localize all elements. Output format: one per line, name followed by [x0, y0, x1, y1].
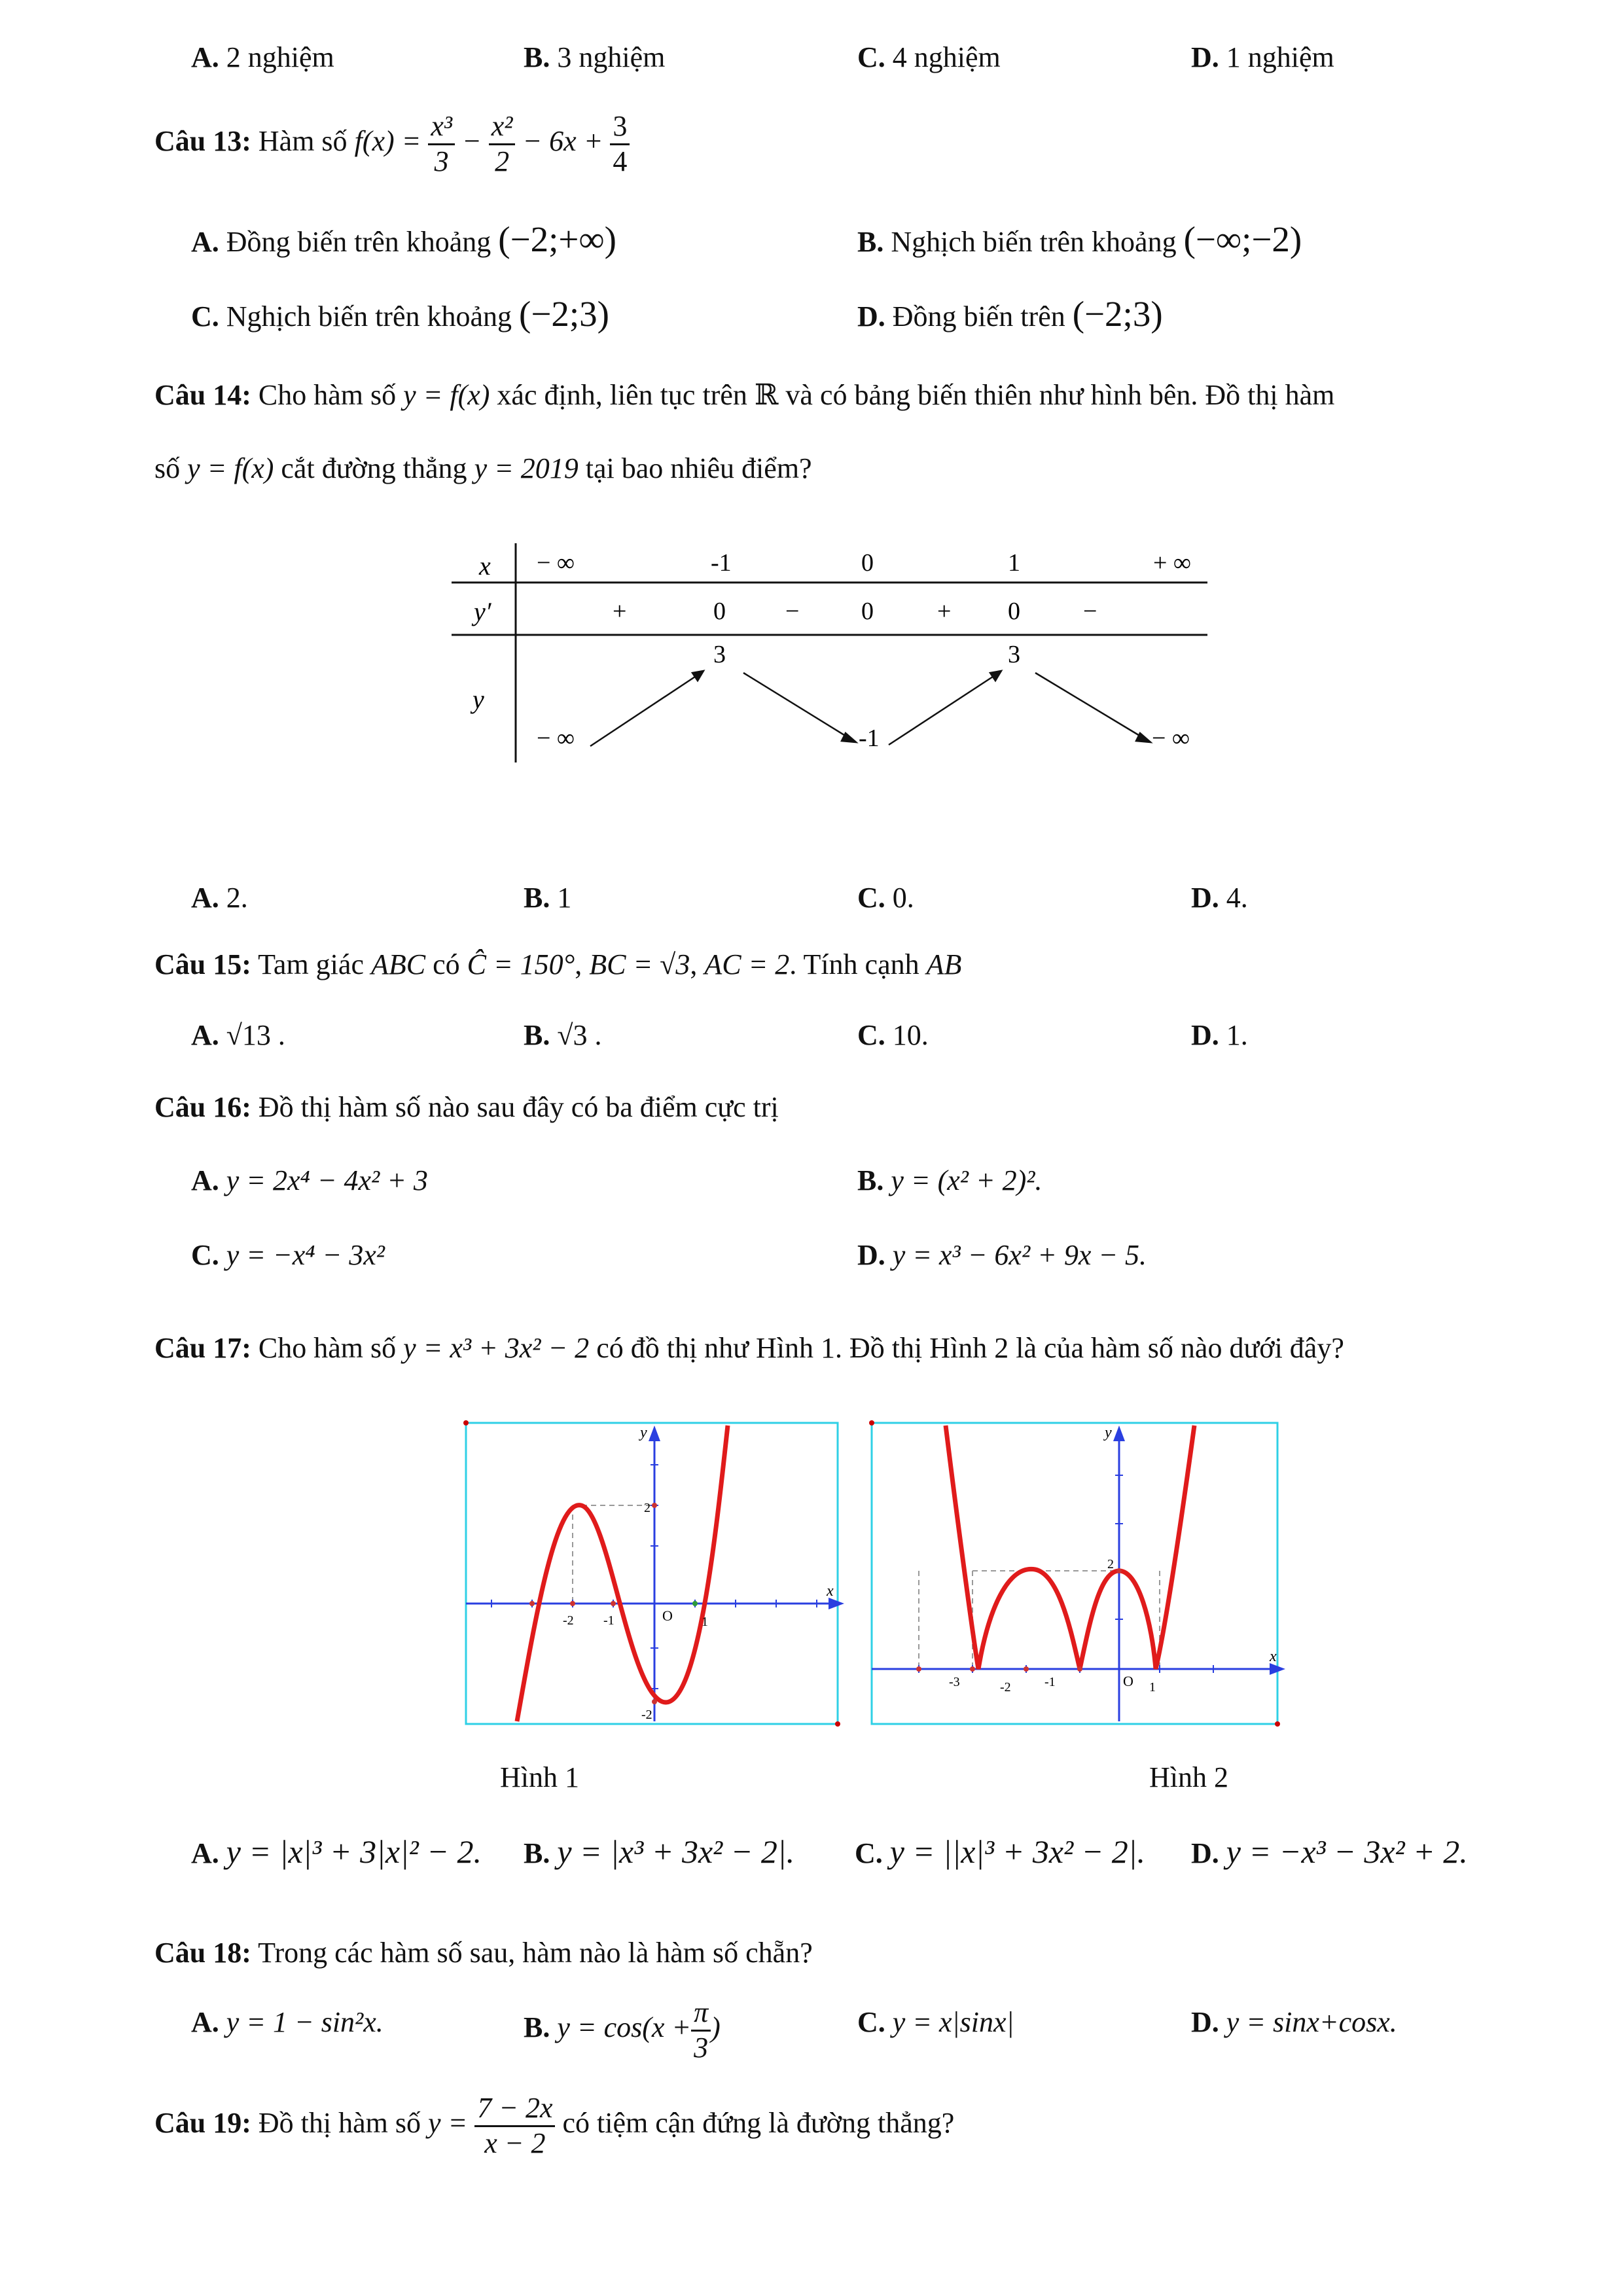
arrow-up-2	[889, 675, 995, 745]
arrow-down-1	[743, 673, 849, 738]
arrow-up-1	[590, 675, 697, 746]
q15-option-b: B. √3 .	[524, 1019, 602, 1051]
q12-option-d: D. 1 nghiệm	[1191, 41, 1334, 73]
q17-option-a: A. y = |x|³ + 3|x|² − 2.	[191, 1833, 482, 1870]
q17-option-d: D. y = −x³ − 3x² + 2.	[1191, 1833, 1468, 1870]
table-sign-2: 0	[713, 598, 726, 625]
svg-text:x: x	[827, 1583, 834, 1600]
q19-stem: Câu 19: Đồ thị hàm số y = $\frac{7 - 2x}{x - 2}$ có tiệm cận đứng là đường thẳng?	[154, 2092, 955, 2159]
fig2-curve	[946, 1426, 1194, 1669]
q17-option-b: B. y = |x³ + 3x² − 2|.	[524, 1833, 795, 1870]
figure-1-graph	[458, 1414, 851, 1734]
table-x-pos-inf: + ∞	[1153, 549, 1192, 577]
q13-frac-1: $\frac{\text{x³}}{3}$	[428, 110, 455, 178]
figure-1-caption: Hình 1	[500, 1761, 579, 1793]
q13-frac-3: $\frac{3}{4}$	[610, 110, 630, 178]
table-x-0: 0	[861, 549, 874, 577]
table-y-label: y	[473, 685, 484, 714]
q16-option-c: C. y = −x⁴ − 3x²	[191, 1239, 385, 1271]
figure-2-caption: Hình 2	[1149, 1761, 1228, 1793]
q16-option-a: A. y = 2x⁴ − 4x² + 3	[191, 1164, 428, 1196]
table-sign-7: −	[1083, 598, 1097, 625]
q13-option-c: C. Nghịch biến trên khoảng (−2;3)	[191, 294, 609, 334]
q17-option-c: C. y = ||x|³ + 3x² − 2|.	[855, 1833, 1146, 1870]
q14-option-b: B. 1	[524, 882, 572, 914]
table-sign-5: +	[937, 598, 952, 625]
q14-stem-line2: số y = f(x) cắt đường thẳng y = 2019 tại bao nhiêu điểm?	[154, 452, 812, 484]
q13-option-b: B. Nghịch biến trên khoảng (−∞;−2)	[857, 219, 1302, 259]
svg-text:-2: -2	[1000, 1680, 1011, 1695]
q13-option-d: D. Đồng biến trên (−2;3)	[857, 294, 1163, 334]
svg-text:-2: -2	[563, 1613, 574, 1628]
table-y-neg-inf-left: − ∞	[537, 725, 575, 752]
q16-option-b: B. y = (x² + 2)².	[857, 1164, 1043, 1196]
svg-text:-3: -3	[949, 1675, 960, 1689]
q15-option-d: D. 1.	[1191, 1019, 1248, 1051]
q12-option-b: B. 3 nghiệm	[524, 41, 666, 73]
svg-text:-2: -2	[641, 1708, 652, 1722]
fig1-curve	[517, 1426, 728, 1721]
q14-option-a: A. 2.	[191, 882, 248, 914]
svg-text:1: 1	[1149, 1680, 1156, 1695]
svg-text:-1: -1	[1044, 1675, 1056, 1689]
q14-option-d: D. 4.	[1191, 882, 1248, 914]
q12-option-c: C. 4 nghiệm	[857, 41, 1001, 73]
svg-text:1: 1	[702, 1615, 708, 1629]
svg-text:O: O	[662, 1607, 673, 1624]
variation-table	[445, 537, 1217, 772]
q14-option-c: C. 0.	[857, 882, 914, 914]
q18-option-c: C. y = x|sinx|	[857, 2006, 1014, 2038]
q15-stem: Câu 15: Tam giác ABC có Ĉ = 150°, BC = √3, AC = 2. Tính cạnh AB	[154, 948, 962, 980]
q18-option-a: A. y = 1 − sin²x.	[191, 2006, 383, 2038]
svg-text:-1: -1	[603, 1613, 615, 1628]
table-x-m1: -1	[711, 549, 732, 577]
figure-2-graph	[864, 1414, 1296, 1734]
q18-b-frac: $\frac{\pi}{3}$	[691, 1996, 711, 2064]
table-y-min: -1	[859, 725, 880, 752]
q15-option-a: A. √13 .	[191, 1019, 285, 1051]
q16-option-d: D. y = x³ − 6x² + 9x − 5.	[857, 1239, 1147, 1271]
table-yp-label: y′	[474, 597, 491, 626]
q12-option-a: A. 2 nghiệm	[191, 41, 334, 73]
q18-option-b: B. y = cos(x + $\frac{\pi}{3}$ )	[524, 1996, 721, 2064]
q13-option-a: A. Đồng biến trên khoảng (−2;+∞)	[191, 219, 616, 259]
table-y-max-2: 3	[1008, 641, 1020, 668]
table-x-neg-inf: − ∞	[537, 549, 575, 577]
table-sign-3: −	[785, 598, 800, 625]
q13-stem: Câu 13: Hàm số f(x) = $\frac{\text{x³}}{3}$ − $\frac{\text{x²}}{2}$ − 6x + $\frac{3}{4}$	[154, 110, 630, 178]
q16-stem: Câu 16: Đồ thị hàm số nào sau đây có ba điểm cực trị	[154, 1091, 779, 1123]
svg-text:2: 2	[644, 1501, 651, 1515]
table-sign-4: 0	[861, 598, 874, 625]
svg-text:y: y	[640, 1424, 647, 1441]
table-x-label: x	[479, 551, 491, 581]
svg-text:y: y	[1105, 1424, 1112, 1441]
arrow-down-2	[1035, 673, 1144, 738]
table-y-neg-inf-right: − ∞	[1152, 725, 1190, 752]
table-y-max-1: 3	[713, 641, 726, 668]
table-x-1: 1	[1008, 549, 1020, 577]
q14-stem-line1: Câu 14: Cho hàm số y = f(x) xác định, liên tục trên ℝ và có bảng biến thiên như hình bên. Đồ thị hàm	[154, 379, 1335, 411]
q15-option-c: C. 10.	[857, 1019, 929, 1051]
q17-stem: Câu 17: Cho hàm số y = x³ + 3x² − 2 có đồ thị như Hình 1. Đồ thị Hình 2 là của hàm số nào dưới đây?	[154, 1332, 1344, 1364]
q18-stem: Câu 18: Trong các hàm số sau, hàm nào là hàm số chẵn?	[154, 1937, 813, 1969]
q13-frac-2: $\frac{\text{x²}}{2}$	[489, 110, 516, 178]
q19-frac: $\frac{7 - 2x}{x - 2}$	[474, 2092, 555, 2160]
table-sign-1: +	[613, 598, 627, 625]
q18-option-d: D. y = sinx+cosx.	[1191, 2006, 1397, 2038]
svg-text:2: 2	[1107, 1557, 1114, 1571]
table-sign-6: 0	[1008, 598, 1020, 625]
svg-text:O: O	[1123, 1673, 1133, 1689]
svg-text:x: x	[1270, 1648, 1277, 1665]
